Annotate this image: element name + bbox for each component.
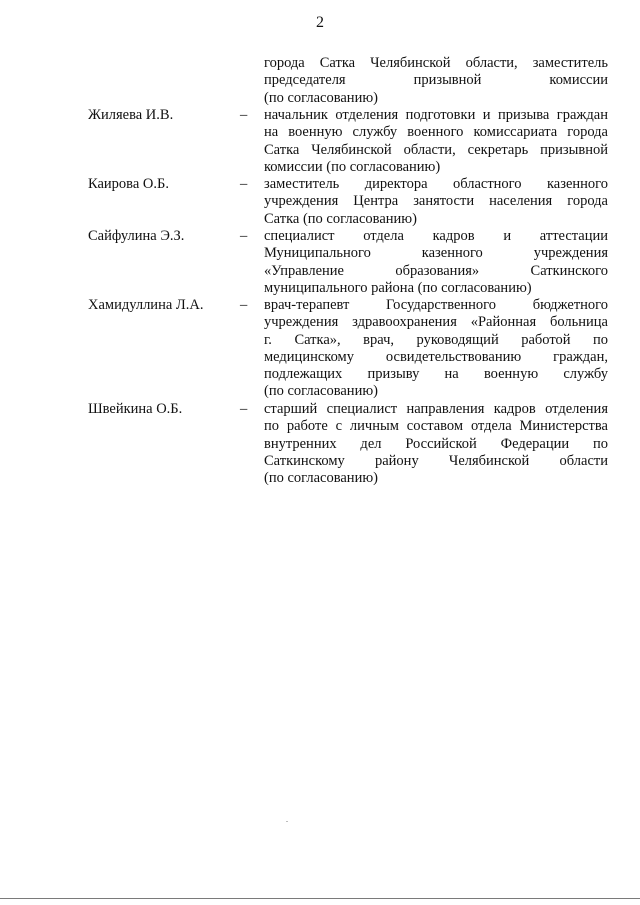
member-name: Хамидуллина Л.А. xyxy=(88,297,204,313)
description-line: учреждения здравоохранения «Районная больница xyxy=(264,314,608,331)
member-description xyxy=(264,297,608,401)
description-line: Сатка Челябинской области, секретарь призывной xyxy=(264,141,608,158)
description-line: внутренних дел Российской Федерации по xyxy=(264,435,608,452)
description-line: города Сатка Челябинской области, заместитель xyxy=(264,55,608,71)
member-name: Каирова О.Б. xyxy=(88,176,169,192)
description-line: г. Сатка», врач, руководящий работой по xyxy=(264,331,608,348)
description-line: комиссии (по согласованию) xyxy=(264,158,441,175)
member-name: Жиляева И.В. xyxy=(88,107,174,123)
dash-separator: – xyxy=(240,107,248,123)
description-line: по работе с личным составом отдела Министерства xyxy=(264,418,608,435)
continuation-description xyxy=(264,55,608,107)
description-line: «Управление образования» Саткинского xyxy=(264,262,608,279)
dash-separator: – xyxy=(240,401,248,417)
description-line: старший специалист направления кадров отделения xyxy=(264,401,608,417)
description-line: (по согласованию) xyxy=(264,470,378,487)
description-line: (по согласованию) xyxy=(264,383,378,400)
description-line: специалист отдела кадров и аттестации xyxy=(264,228,608,244)
description-line: врач-терапевт Государственного бюджетного xyxy=(264,297,608,313)
scan-speck xyxy=(286,821,288,822)
description-line: подлежащих призыву на военную службу xyxy=(264,366,608,383)
member-name: Сайфулина Э.З. xyxy=(88,228,185,244)
description-line: муниципального района (по согласованию) xyxy=(264,279,532,296)
description-line: Сатка (по согласованию) xyxy=(264,210,417,227)
description-line: учреждения Центра занятости населения города xyxy=(264,193,608,210)
dash-separator: – xyxy=(240,228,248,244)
member-description xyxy=(264,176,608,228)
description-line: Саткинскому району Челябинской области xyxy=(264,452,608,469)
description-line: председателя призывной комиссии xyxy=(264,72,608,89)
description-line: (по согласованию) xyxy=(264,89,378,106)
description-line: Муниципального казенного учреждения xyxy=(264,245,608,262)
member-description xyxy=(264,107,608,176)
page-bottom-edge xyxy=(0,898,640,899)
description-line: заместитель директора областного казенного xyxy=(264,176,608,192)
description-line: начальник отделения подготовки и призыва граждан xyxy=(264,107,608,123)
dash-separator: – xyxy=(240,176,248,192)
member-description xyxy=(264,401,608,487)
page-number: 2 xyxy=(316,14,324,31)
description-line: на военную службу военного комиссариата города xyxy=(264,124,608,141)
dash-separator: – xyxy=(240,297,248,313)
member-name: Швейкина О.Б. xyxy=(88,401,183,417)
member-description xyxy=(264,228,608,297)
description-line: медицинскому освидетельствованию граждан, xyxy=(264,348,608,365)
